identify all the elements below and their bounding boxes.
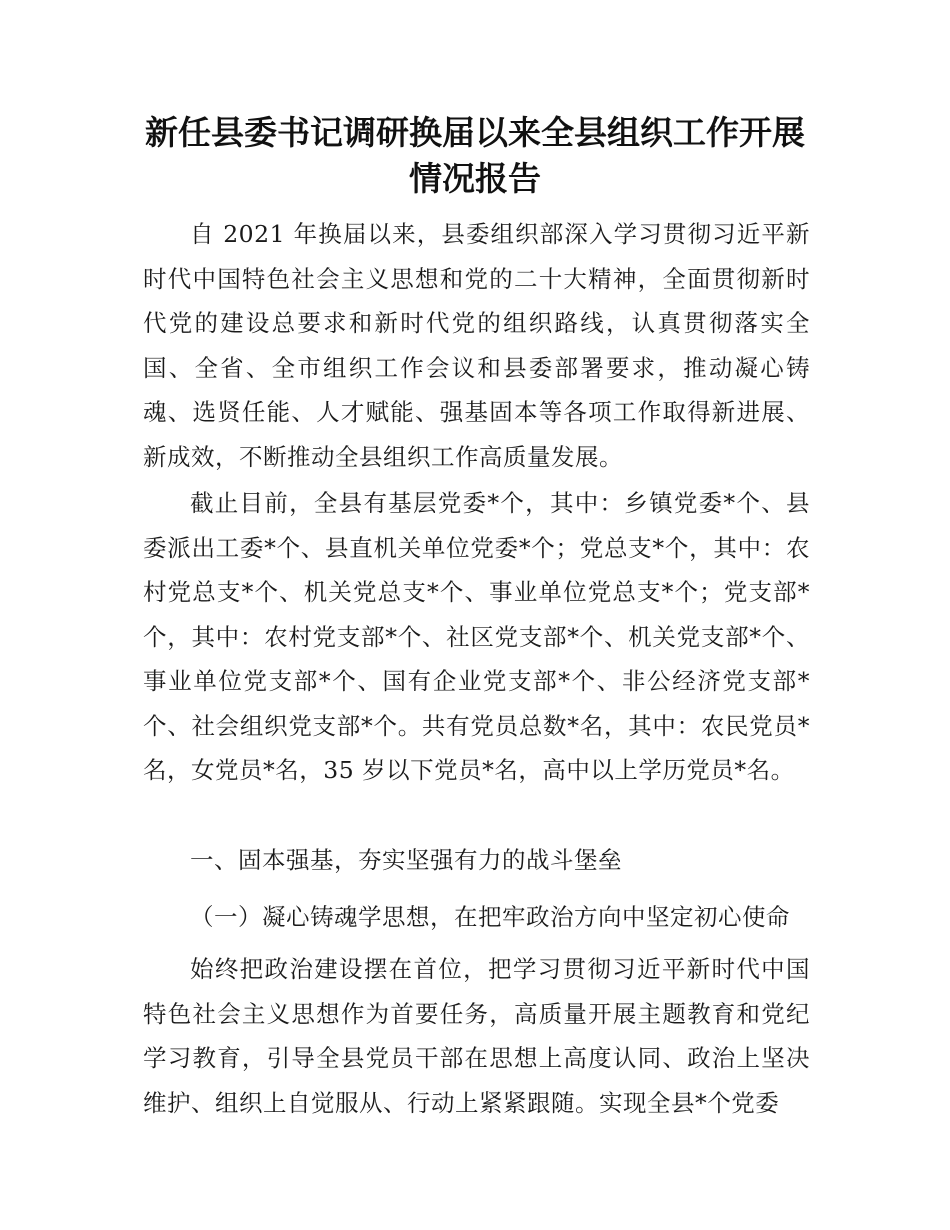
- section-heading-1: 一、固本强基，夯实坚强有力的战斗堡垒: [190, 846, 622, 874]
- intro-paragraph: 自 2021 年换届以来，县委组织部深入学习贯彻习近平新时代中国特色社会主义思想和党的二十大精神，全面贯彻新时代党的建设总要求和新时代党的组织路线，认真贯彻落实全国、全省、全市组织工作会议和县委部署要求，推动凝心铸魂、选贤任能、人才赋能、强基固本等各项工作取得新进展、新成效，不断推动全县组织工作高质量发展。: [143, 220, 810, 471]
- body-paragraph: 始终把政治建设摆在首位，把学习贯彻习近平新时代中国特色社会主义思想作为首要任务，高质量开展主题教育和党纪学习教育，引导全县党员干部在思想上高度认同、政治上坚决维护、组织上自觉服从、行动上紧紧跟随。实现全县*个党委: [143, 955, 810, 1117]
- document-title-line1: 新任县委书记调研换届以来全县组织工作开展: [145, 113, 805, 152]
- subsection-heading-1: （一）凝心铸魂学思想，在把牢政治方向中坚定初心使命: [190, 903, 790, 931]
- document-title-line2: 情况报告: [409, 159, 541, 198]
- statistics-paragraph: 截止目前，全县有基层党委*个，其中：乡镇党委*个、县委派出工委*个、县直机关单位党委*个；党总支*个，其中：农村党总支*个、机关党总支*个、事业单位党总支*个；党支部*个，其中：农村党支部*个、社区党支部*个、机关党支部*个、事业单位党支部*个、国有企业党支部*个、非公经济党支部*个、社会组织党支部*个。共有党员总数*名，其中：农民党员*名，女党员*名，35 岁以下党员*名，高中以上学历党员*名。: [143, 489, 810, 784]
